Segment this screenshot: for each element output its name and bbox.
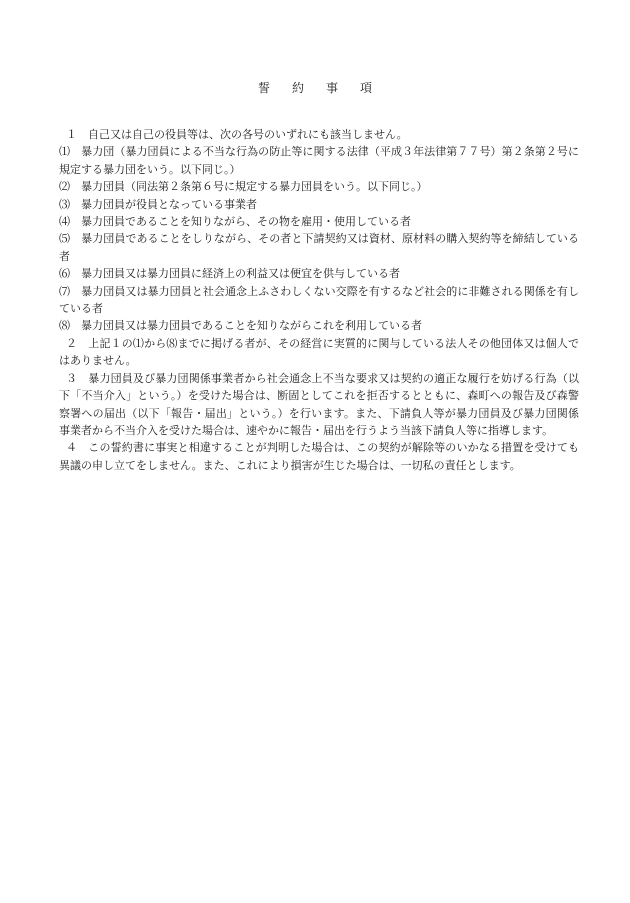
clause-1-item-1: ⑴ 暴力団（暴力団員による不当な行為の防止等に関する法律（平成３年法律第７７号）第２条第２号に規定する暴力団をいう。以下同じ。） bbox=[59, 145, 579, 176]
clause-3: ３ 暴力団員及び暴力団関係事業者から社会通念上不当な要求又は契約の適正な履行を妨げる行為（以下「不当介入」という。）を受けた場合は、断固としてこれを拒否するとともに、森町への報告及び森警察署への届出（以下「報告・届出」という。）を行います。また、下請負人等が暴力団員及び暴力団関係事業者から不当介入を受けた場合は、速やかに報告・届出を行うよう当該下請負人等に指導します。 bbox=[59, 371, 579, 437]
clause-1-item-4: ⑷ 暴力団員であることを知りながら、その物を雇用・使用している者 bbox=[59, 215, 411, 229]
clause-1: １ 自己又は自己の役員等は、次の各号のいずれにも該当しません。 bbox=[66, 128, 408, 141]
document-body bbox=[59, 126, 579, 474]
title-char: 約 bbox=[291, 81, 304, 95]
title-char: 項 bbox=[360, 81, 373, 95]
clause-1-item-3: ⑶ 暴力団員が役員となっている事業者 bbox=[59, 197, 257, 211]
title-char: 事 bbox=[326, 81, 339, 95]
clause-2: ２ 上記１の⑴から⑻までに掲げる者が、その経営に実質的に関与している法人その他団体又は個人ではありません。 bbox=[59, 336, 579, 368]
clause-1-item-2: ⑵ 暴力団員（同法第２条第６号に規定する暴力団員をいう。以下同じ。） bbox=[59, 180, 428, 194]
title-char: 誓 bbox=[257, 81, 270, 95]
clause-1-item-8: ⑻ 暴力団員又は暴力団員であることを知りながらこれを利用している者 bbox=[59, 319, 422, 333]
clause-1-item-6: ⑹ 暴力団員又は暴力団員に経済上の利益又は便宜を供与している者 bbox=[59, 267, 400, 281]
clause-4: ４ この誓約書に事実と相違することが判明した場合は、この契約が解除等のいかなる措置を受けても異議の申し立てをしません。また、これにより損害が生じた場合は、一切私の責任とします。 bbox=[59, 441, 579, 472]
clause-1-item-5: ⑸ 暴力団員であることをしりながら、その者と下請契約又は資材、原材料の購入契約等を締結している者 bbox=[59, 232, 579, 263]
document-title bbox=[0, 79, 630, 96]
clause-1-item-7: ⑺ 暴力団員又は暴力団員と社会通念上ふさわしくない交際を有するなど社会的に非難される関係を有している者 bbox=[59, 284, 579, 316]
